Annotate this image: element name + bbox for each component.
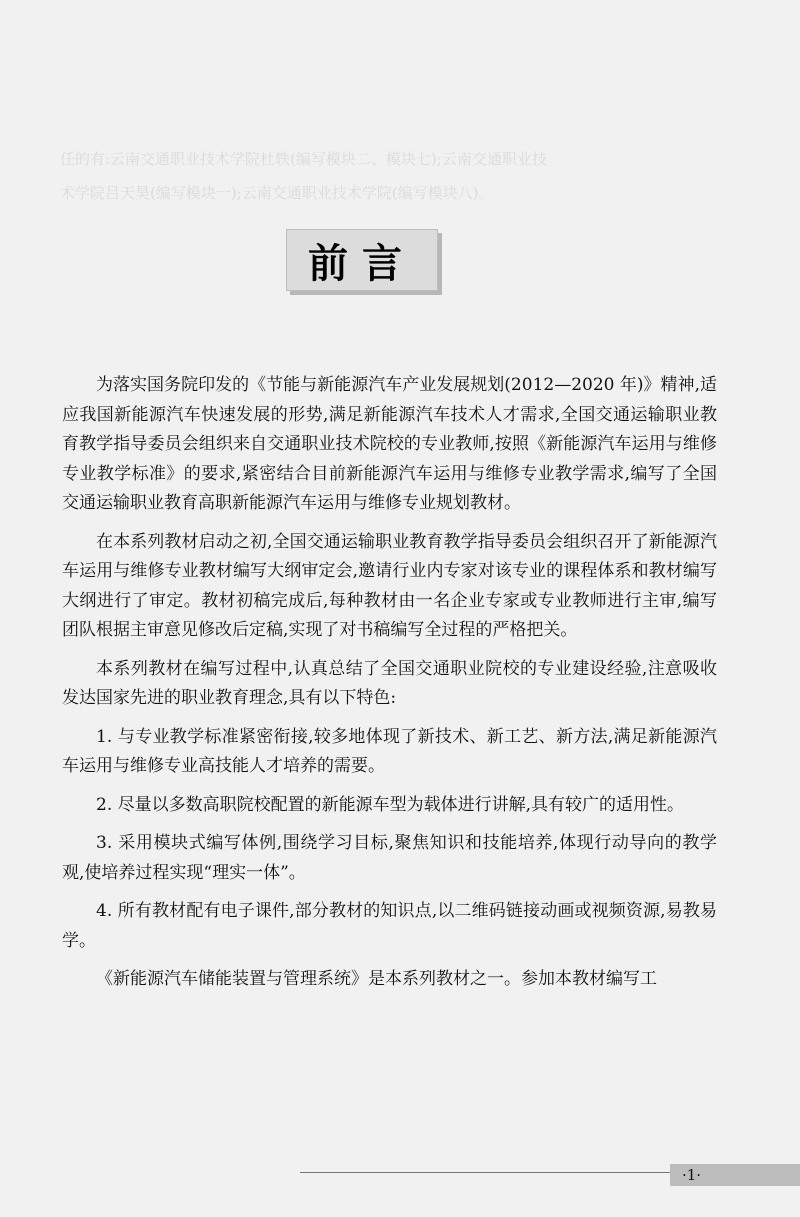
list-item: 2. 尽量以多数高职院校配置的新能源车型为载体进行讲解,具有较广的适用性。 [96,794,685,815]
page-number: ·1· [682,1166,702,1184]
preface-body [62,371,717,1004]
list-item: 1. 与专业教学标准紧密衔接,较多地体现了新技术、新工艺、新方法,满足新能源汽车运用与维修专业高技能人才培养的需要。 [62,726,717,776]
list-item: 3. 采用模块式编写体例,围绕学习目标,聚焦知识和技能培养,体现行动导向的教学观,使培养过程实现“理实一体”。 [62,833,717,883]
footer-rule [300,1172,670,1173]
paragraph: 本系列教材在编写过程中,认真总结了全国交通职业院校的专业建设经验,注意吸收发达国家先进的职业教育理念,具有以下特色: [62,658,717,708]
page-title: 前言 [286,229,438,291]
bleed-through-line-2: 术学院吕天昊(编写模块一);云南交通职业技术学院(编写模块八)。 [60,184,494,202]
bleed-through-line-1: 任的有:云南交通职业技术学院杜轶(编写模块二、模块七);云南交通职业技 [60,150,547,168]
paragraph: 为落实国务院印发的《节能与新能源汽车产业发展规划(2012—2020 年)》精神,适应我国新能源汽车快速发展的形势,满足新能源汽车技术人才需求,全国交通运输职业教育教学指导委员会组织来自交通职业技术院校的专业教师,按照《新能源汽车运用与维修专业教学标准》的要求,紧密结合目前新能源汽车运用与维修专业教学需求,编写了全国交通运输职业教育高职新能源汽车运用与维修专业规划教材。 [62,375,717,513]
list-item: 4. 所有教材配有电子课件,部分教材的知识点,以二维码链接动画或视频资源,易教易学。 [62,901,717,951]
paragraph: 在本系列教材启动之初,全国交通运输职业教育教学指导委员会组织召开了新能源汽车运用与维修专业教材编写大纲审定会,邀请行业内专家对该专业的课程体系和教材编写大纲进行了审定。教材初稿完成后,每种教材由一名企业专家或专业教师进行主审,编写团队根据主审意见修改后定稿,实现了对书稿编写全过程的严格把关。 [62,531,717,640]
paragraph: 《新能源汽车储能装置与管理系统》是本系列教材之一。参加本教材编写工 [96,969,657,989]
